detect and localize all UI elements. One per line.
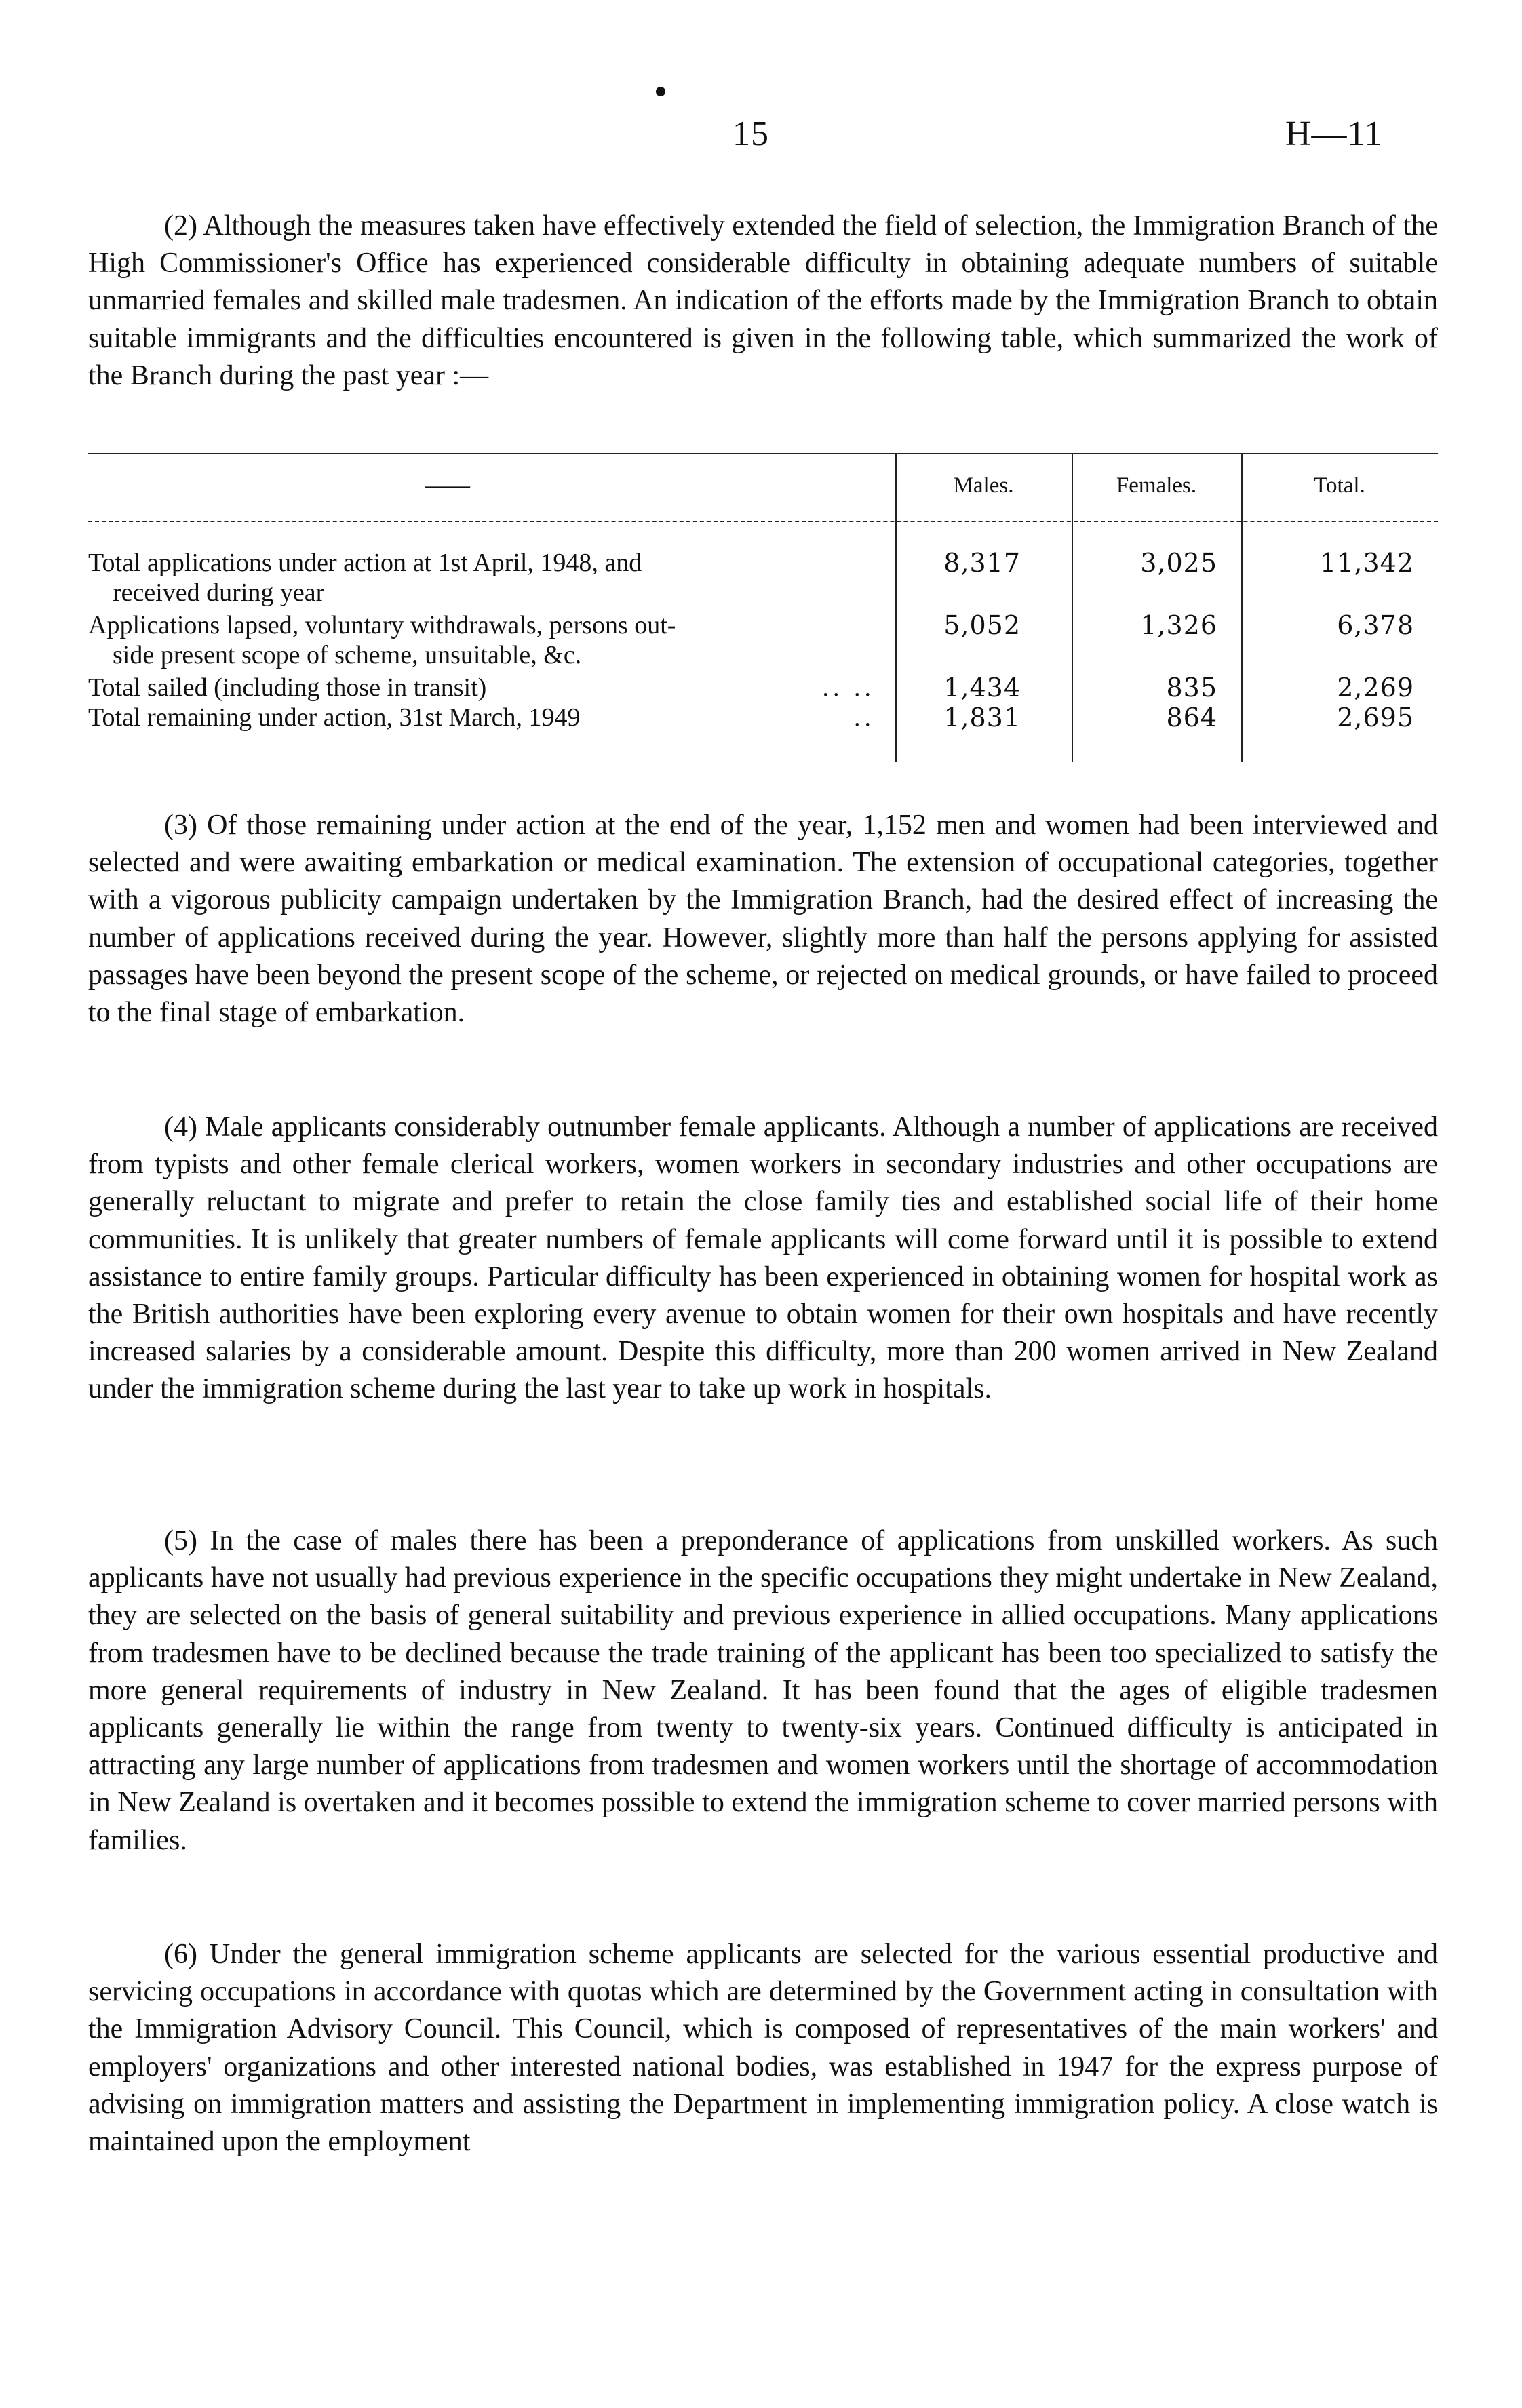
page-number: 15 [733, 115, 769, 153]
cell-total: 2,695 [1337, 703, 1414, 732]
row-label-line-1: Total applications under action at 1st April, 1948, and [88, 549, 642, 577]
cell-males: 8,317 [943, 548, 1021, 578]
cell-total: 2,269 [1337, 673, 1414, 703]
page-top-bullet-mark [656, 87, 665, 96]
paragraph-5: (5) In the case of males there has been a preponderance of applications from unskilled workers. As such applicants have not usually had previous experience in the specific occupations they might undertake in New Zealand, they are selected on the basis of general suitability and previous experience in allied occupations. Many applications from tradesmen have to be declined because the trade training of the applicant has been too specialized to satisfy the more general requirements of industry in New Zealand. It has been found that the ages of eligible tradesmen applicants generally lie within the range from twenty to twenty-six years. Continued difficulty is anticipated in attracting any large number of applications from tradesmen and women workers until the shortage of accommodation in New Zealand is overtaken and it becomes possible to extend the immigration scheme to cover married persons with families. [88, 1525, 1438, 1856]
header-males: Males. [953, 473, 1014, 498]
row-label-line-1: Applications lapsed, voluntary withdrawals, persons out- [88, 611, 676, 639]
cell-females: 1,326 [1140, 610, 1217, 640]
row-leader-dots: .. .. [822, 673, 875, 702]
header-total: Total. [1314, 473, 1365, 498]
cell-total: 11,342 [1320, 548, 1414, 578]
table-row-label [88, 703, 875, 732]
cell-females: 3,025 [1140, 548, 1217, 578]
table-row-label [88, 548, 875, 608]
cell-total: 6,378 [1337, 610, 1414, 640]
paragraph-2: (2) Although the measures taken have effectively extended the field of selection, the Immigration Branch of the High Commissioner's Office has experienced considerable difficulty in obtaining adequate numbers of suitable unmarried females and skilled male tradesmen. An indication of the efforts made by the Immigration Branch to obtain suitable immigrants and the difficulties encountered is given in the following table, which summarized the work of the Branch during the past year :— [88, 210, 1438, 391]
paragraph-4: (4) Male applicants considerably outnumber female applicants. Although a number of applications are received from typists and other female clerical workers, women workers in secondary industries and other occupations are generally reluctant to migrate and prefer to retain the close family ties and established social life of their home communities. It is unlikely that greater numbers of female applicants will come forward until it is possible to extend assistance to entire family groups. Particular difficulty has been experienced in obtaining women for hospital work as the British authorities have been exploring every avenue to obtain women for their own hospitals and have recently increased salaries by a considerable amount. Despite this difficulty, more than 200 women arrived in New Zealand under the immigration scheme during the last year to take up work in hospitals. [88, 1111, 1438, 1405]
row-label-line-2: received during year [113, 578, 325, 607]
row-label-line-1: Total sailed (including those in transit) [88, 673, 487, 702]
row-label-line-2: side present scope of scheme, unsuitable, &c. [113, 641, 582, 669]
cell-males: 1,434 [943, 673, 1021, 703]
table-row-label [88, 610, 875, 670]
header-females: Females. [1116, 473, 1197, 498]
header-blank: —— [425, 473, 470, 498]
paragraph-3: (3) Of those remaining under action at the end of the year, 1,152 men and women had been interviewed and selected and were awaiting embarkation or medical examination. The extension of occupational categories, together with a vigorous publicity campaign undertaken by the Immigration Branch, had the desired effect of increasing the number of applications received during the year. However, slightly more than half the persons applying for assisted passages have been beyond the present scope of the scheme, or rejected on medical grounds, or have failed to proceed to the final stage of embarkation. [88, 810, 1438, 1029]
applications-table [88, 453, 1438, 764]
cell-females: 835 [1166, 673, 1217, 703]
document-reference: H—11 [1285, 115, 1383, 153]
cell-females: 864 [1166, 703, 1217, 732]
table-row-label [88, 673, 875, 703]
table-header-rule [88, 521, 1438, 522]
table-top-rule [88, 453, 1438, 454]
cell-males: 1,831 [943, 703, 1021, 732]
cell-males: 5,052 [943, 610, 1021, 640]
row-leader-dots: .. [854, 703, 875, 732]
row-label-line-1: Total remaining under action, 31st March, 1949 [88, 703, 581, 732]
paragraph-6: (6) Under the general immigration scheme applicants are selected for the various essential productive and servicing occupations in accordance with quotas which are determined by the Government acting in consultation with the Immigration Advisory Council. This Council, which is composed of representatives of the main workers' and employers' organizations and other interested national bodies, was established in 1947 for the express purpose of advising on immigration matters and assisting the Department in implementing immigration policy. A close watch is maintained upon the employment [88, 1939, 1438, 2158]
